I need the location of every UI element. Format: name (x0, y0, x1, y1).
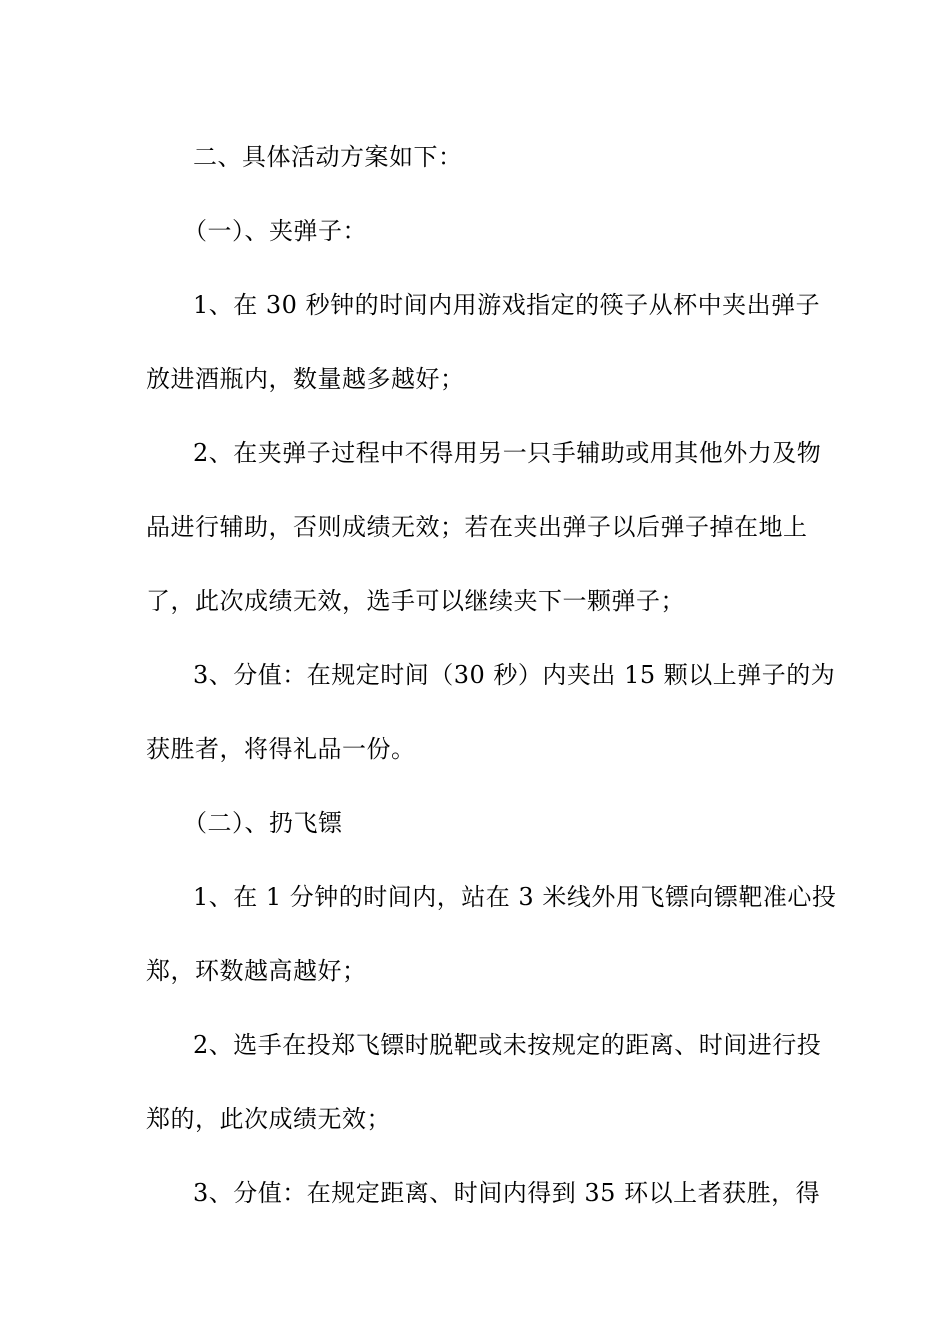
paragraph-line: 3、分值：在规定距离、时间内得到 35 环以上者获胜，得 (193, 1179, 821, 1207)
subsection-heading-1: （一）、夹弹子： (183, 217, 367, 245)
section-heading: 二、具体活动方案如下： (193, 143, 463, 171)
paragraph-line: 放进酒瓶内，数量越多越好； (146, 365, 465, 393)
paragraph-line: 了，此次成绩无效，选手可以继续夹下一颗弹子； (146, 587, 685, 615)
paragraph-line: 郑，环数越高越好； (146, 957, 367, 985)
paragraph-line: 品进行辅助，否则成绩无效；若在夹出弹子以后弹子掉在地上 (146, 513, 808, 541)
subsection-heading-2: （二）、扔飞镖 (183, 809, 343, 837)
paragraph-line: 1、在 30 秒钟的时间内用游戏指定的筷子从杯中夹出弹子 (193, 291, 821, 319)
paragraph-line: 3、分值：在规定时间（30 秒）内夹出 15 颗以上弹子的为 (193, 661, 836, 689)
paragraph-line: 郑的，此次成绩无效； (146, 1105, 391, 1133)
paragraph-line: 1、在 1 分钟的时间内，站在 3 米线外用飞镖向镖靶准心投 (193, 883, 837, 911)
paragraph-line: 2、在夹弹子过程中不得用另一只手辅助或用其他外力及物 (193, 439, 822, 467)
paragraph-line: 获胜者，将得礼品一份。 (146, 735, 416, 763)
paragraph-line: 2、选手在投郑飞镖时脱靶或未按规定的距离、时间进行投 (193, 1031, 822, 1059)
